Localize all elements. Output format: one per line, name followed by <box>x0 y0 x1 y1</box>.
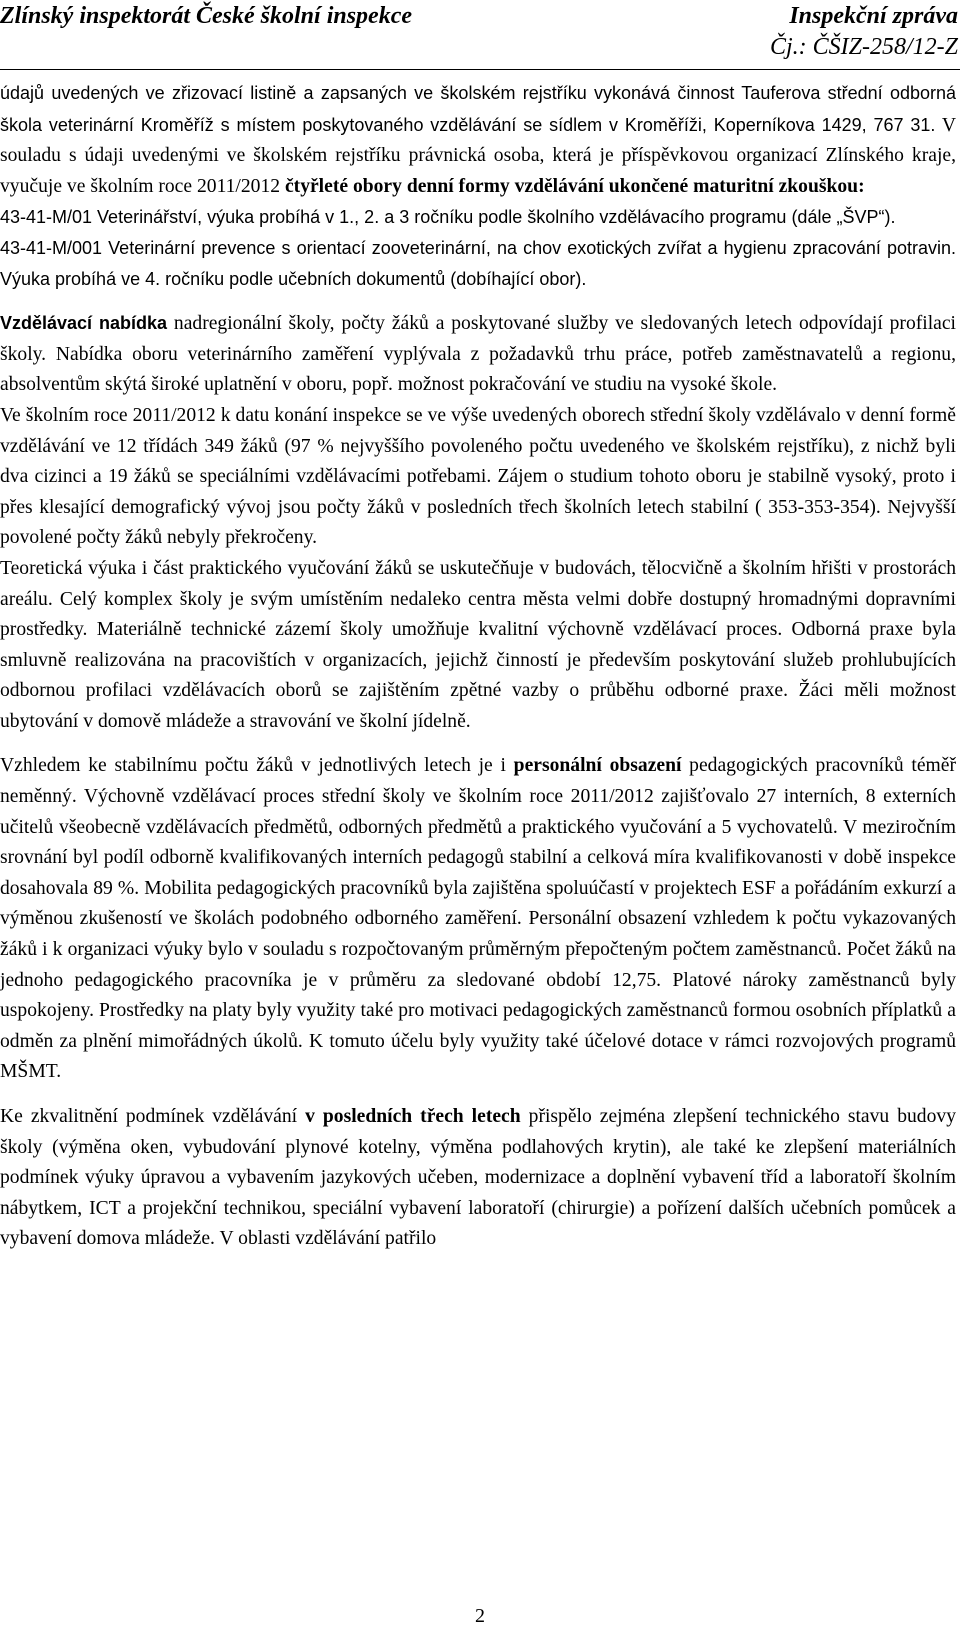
paragraph-field-veterinary: 43-41-M/01 Veterinářství, výuka probíhá v 1., 2. a 3 ročníku podle školního vzdělávacího programu (dále „ŠVP“). <box>0 207 896 228</box>
header-reference: Čj.: ČŠIZ-258/12-Z <box>769 34 958 60</box>
paragraph-improvements <box>0 1102 956 1255</box>
paragraph-text: údajů uvedených ve zřizovací listině a zapsaných ve školském rejstříku vykonává činnost Tauferova střední odborná škola veterinární Kroměříž s místem poskytovaného vzdělávání se sídlem v Kroměříži, Koperníkova 1429, 767 31. <box>0 83 956 135</box>
paragraph-field-prevention: 43-41-M/001 Veterinární prevence s orientací zooveterinární, na chov exotických zvířat a hygienu zpracování potravin. Výuka probíhá ve 4. ročníku podle učebních dokumentů (dobíhající obor). <box>0 237 956 289</box>
paragraph-facilities: Teoretická výuka i část praktického vyučování žáků se uskutečňuje v budovách, tělocvičně a školním hřišti v prostorách areálu. Celý komplex školy je svým umístěním nedaleko centra města velmi dobře dostupný hromadnými dopravními prostředky. Materiálně technické zázemí školy umožňuje kvalitní výchovně vzdělávací proces. Odborná praxe byla smluvně realizována na pracovištích v organizacích, jejichž činností je především poskytování služeb prohlubujících odbornou profilaci vzdělávacích oborů se zajištěním zpětné vazby o průběhu odborné praxe. Žáci měli možnost ubytování v domově mládeže a stravování ve školní jídelně. <box>0 557 956 732</box>
paragraph-text: Vzhledem ke stabilnímu počtu žáků v jednotlivých letech je i <box>0 755 514 777</box>
header-doc-type: Inspekční zpráva <box>789 3 958 29</box>
paragraph-text: nadregionální školy, počty žáků a poskytované služby ve sledovaných letech odpovídají profilaci školy. Nabídka oboru veterinárního zaměření vyplývala z požadavků trhu práce, potřeb zaměstnavatelů a regionu, absolventům skýtá široké uplatnění v oboru, popř. možnost pokračování ve studiu na vysoké škole. <box>0 313 957 396</box>
emphasis-text: personální obsazení <box>513 755 682 777</box>
paragraph-text: Ke zkvalitnění podmínek vzdělávání <box>0 1106 306 1127</box>
emphasis-text: v posledních třech letech <box>305 1106 521 1127</box>
paragraph-text: V souladu s údaji uvedenými ve školském rejstříku právnická osoba, která je příspěvkovou organizací Zlínského kraje, vyučuje ve školním roce 2011/2012 <box>0 114 956 197</box>
paragraph-staffing <box>0 751 956 1088</box>
emphasis-text: čtyřleté obory denní formy vzdělávání ukončené maturitní zkouškou: <box>284 175 865 197</box>
paragraph-text: přispělo zejména zlepšení technického stavu budovy školy (výměna oken, vybudování plynové kotelny, výměna podlahových krytin), ale také ke zlepšení materiálních podmínek výuky úpravou a vybavením jazykových učeben, modernizace a doplnění vybavení tříd a laboratoří školním nábytkem, ICT a projekční technikou, speciální vybavení laboratoří (chirurgie) a pořízení dalších učebních pomůcek a vybavení domova mládeže. V oblasti vzdělávání patřilo <box>0 1106 956 1250</box>
paragraph-student-counts: Ve školním roce 2011/2012 k datu konání inspekce se ve výše uvedených oborech střední školy vzdělávalo v denní formě vzdělávání ve 12 třídách 349 žáků (97 % nejvyššího povoleného počtu uvedeného ve školském rejstříku), z nichž byli dva cizinci a 19 žáků se speciálními vzdělávacími potřebami. Zájem o studium tohoto oboru je stabilně vysoký, proto i přes klesající demografický vývoj jsou počty žáků v posledních třech školních letech stabilní ( 353-353-354). Nejvyšší povolené počty žáků nebyly překročeny. <box>0 404 956 549</box>
paragraph-school-activity <box>0 78 956 202</box>
document-body <box>0 78 956 1255</box>
emphasis-text: Vzdělávací nabídka <box>0 313 168 334</box>
page-header <box>0 0 960 70</box>
header-organization: Zlínský inspektorát České školní inspekce <box>0 3 413 29</box>
page-number: 2 <box>475 1605 485 1627</box>
paragraph-education-offer <box>0 308 956 401</box>
paragraph-text: pedagogických pracovníků téměř neměnný. Výchovně vzdělávací proces střední školy ve školním roce 2011/2012 zajišťovalo 27 interních, 8 externích učitelů všeobecně vzdělávacích předmětů, odborných předmětů a praktického vyučování a 5 vychovatelů. V meziročním srovnání byl podíl odborně kvalifikovaných interních pedagogů stabilní a celková míra kvalifikovanosti v době inspekce dosahovala 89 %. Mobilita pedagogických pracovníků byla zajištěna spoluúčastí v projektech ESF a pořádáním exkurzí a výměnou zkušeností ve školách podobného odborného zaměření. Personální obsazení vzhledem k počtu vykazovaných žáků i k organizaci výuky bylo v souladu s rozpočtovaným průměrným přepočteným počtem zaměstnanců. Počet žáků na jednoho pedagogického pracovníka je v průměru za sledované období 12,75. Platové nároky zaměstnanců byly uspokojeny. Prostředky na platy byly využity také pro motivaci pedagogických zaměstnanců formou osobních příplatků a odměn za plnění mimořádných úkolů. K tomuto účelu byly využity také účelové dotace v rámci rozvojových programů MŠMT. <box>0 755 956 1083</box>
